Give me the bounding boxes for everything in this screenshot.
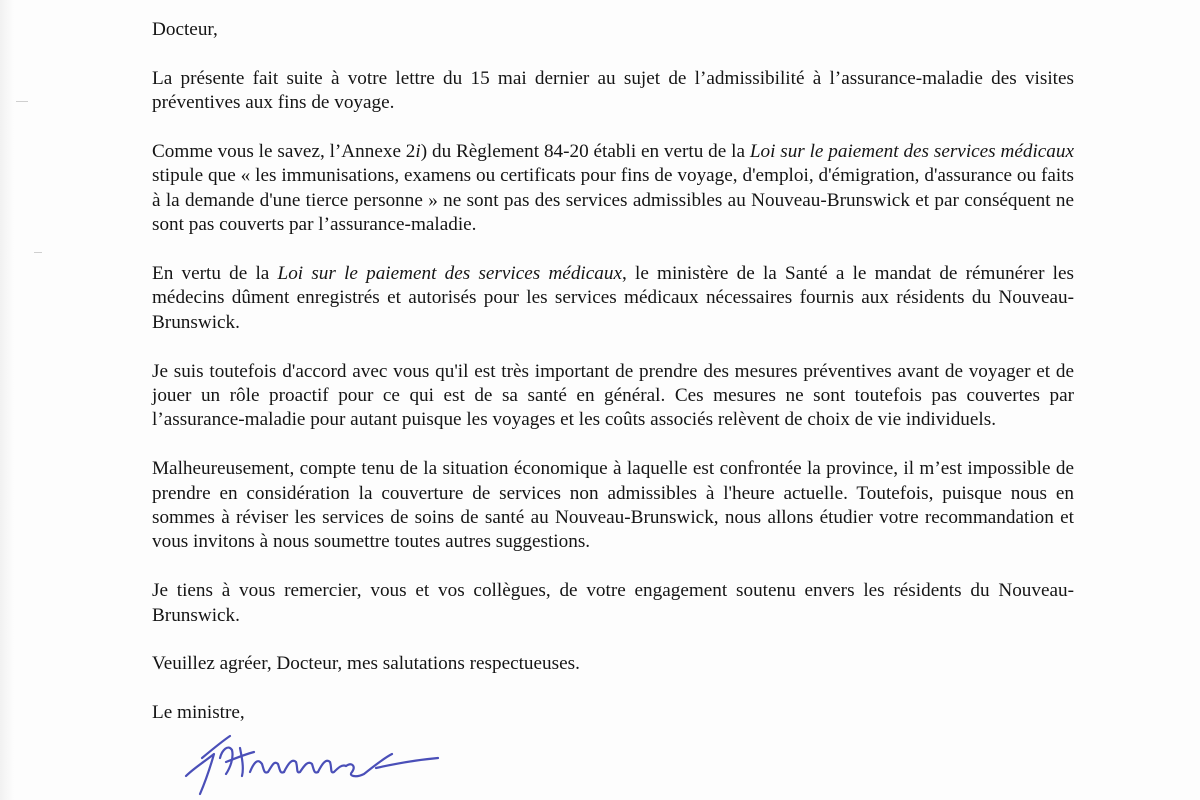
salutation: Docteur, xyxy=(152,19,218,40)
law-title: Loi sur le paiement des services médicaux xyxy=(749,141,1074,162)
paragraph-2-text: Comme vous le savez, l’Annexe 2 xyxy=(152,141,416,162)
paragraph-4: Je suis toutefois d'accord avec vous qu'il est très important de prendre des mesures préventives avant de voyager et de jouer un rôle proactif pour ce qui est de sa santé en général. Ces mesures ne sont toutefois pas couvertes par l’assurance-maladie pour autant puisque les voyages et les coûts associés relèvent de choix de vie individuels. xyxy=(152,360,1074,431)
signatory-title: Le ministre, xyxy=(152,702,245,724)
paragraph-5: Malheureusement, compte tenu de la situation économique à laquelle est confrontée la province, il m’est impossible de prendre en considération la couverture de services non admissibles à l'heure actuelle. Toutefois, puisque nous en sommes à réviser les services de soins de santé au Nouveau-Brunswick, nous allons étudier votre recommandation et vous invitons à nous soumettre toutes autres suggestions. xyxy=(152,458,1074,553)
paragraph-2 xyxy=(152,140,1074,238)
paragraph-3-text: En vertu de la xyxy=(152,263,278,285)
scan-mark xyxy=(34,252,42,253)
scan-edge-shadow xyxy=(0,0,14,800)
annex-letter: i xyxy=(415,141,421,162)
paragraph-3 xyxy=(152,262,1074,335)
paragraph-2-text: ) du Règlement 84-20 établi en vertu de la xyxy=(420,141,750,162)
paragraph-1: La présente fait suite à votre lettre du 15 mai dernier au sujet de l’admissibilité à l’assurance-maladie des visites préventives aux fins de voyage. xyxy=(152,67,1074,114)
paragraph-3-text: , le ministère de la Santé a le mandat de rémunérer les médecins dûment enregistrés et autorisés pour les services médicaux nécessaires fournis aux résidents du Nouveau-Brunswick. xyxy=(152,263,1074,333)
paragraph-6: Je tiens à vous remercier, vous et vos collègues, de votre engagement soutenu envers les résidents du Nouveau-Brunswick. xyxy=(152,580,1074,626)
law-title: Loi sur le paiement des services médicaux xyxy=(277,263,622,285)
scan-mark xyxy=(16,101,28,102)
letter-body xyxy=(152,18,1074,726)
handwritten-signature xyxy=(180,728,450,800)
closing: Veuillez agréer, Docteur, mes salutations respectueuses. xyxy=(152,653,580,675)
paragraph-2-text: stipule que « les immunisations, examens ou certificats pour fins de voyage, d'emploi, d'émigration, d'assurance ou faits à la demande d'une tierce personne » ne sont pas des services admissibles au Nouveau-Brunswick et par conséquent ne sont pas couverts par l’assurance-maladie. xyxy=(152,165,1074,236)
